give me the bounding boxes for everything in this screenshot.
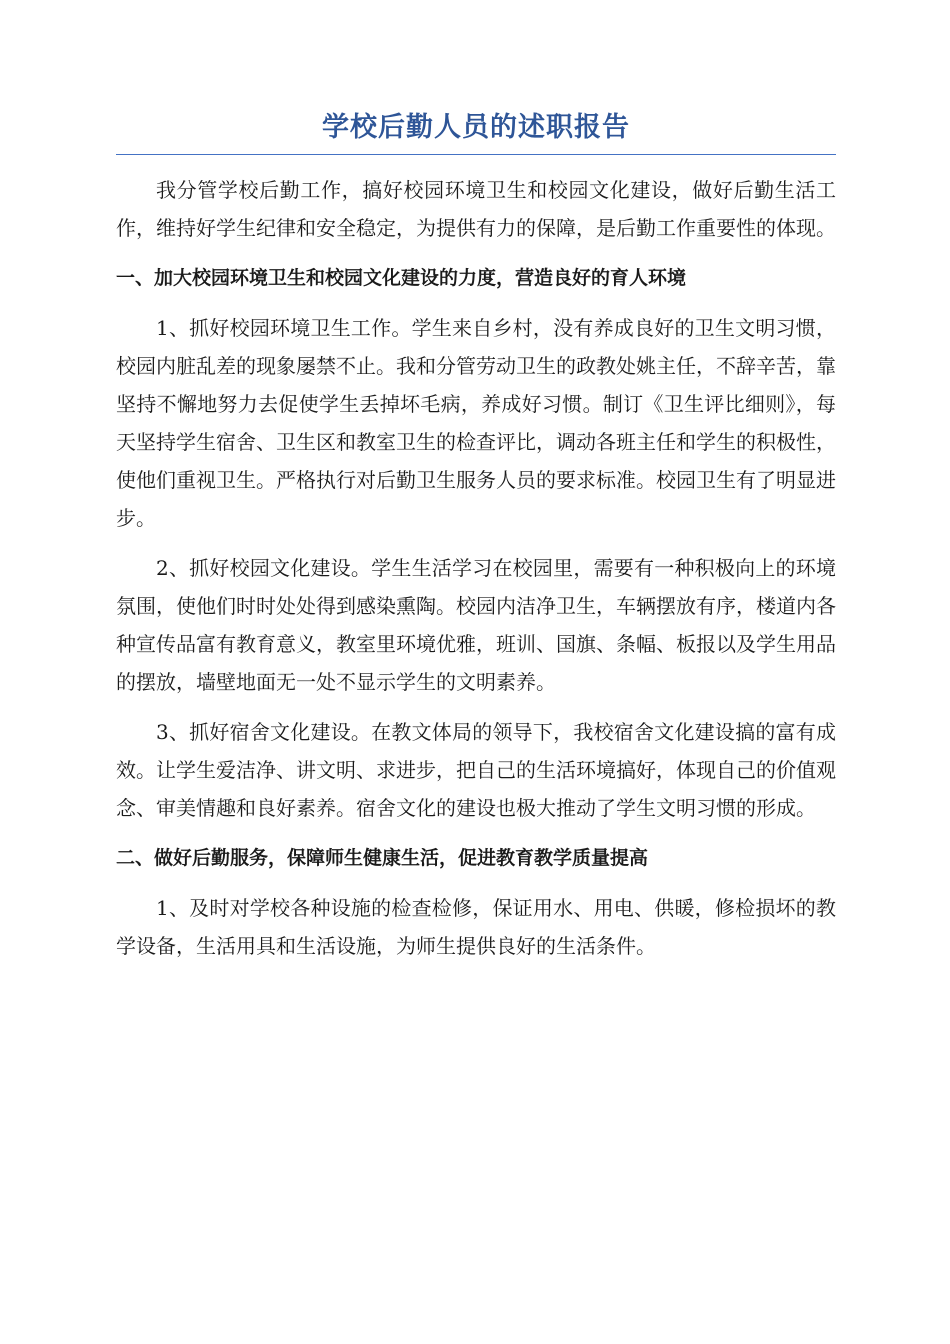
section-heading: 二、做好后勤服务，保障师生健康生活，促进教育教学质量提高 — [116, 847, 649, 869]
section-2 — [116, 839, 836, 965]
section-heading: 一、加大校园环境卫生和校园文化建设的力度，营造良好的育人环境 — [116, 267, 687, 289]
intro-paragraph: 我分管学校后勤工作，搞好校园环境卫生和校园文化建设，做好后勤生活工作，维持好学生纪律和安全稳定，为提供有力的保障，是后勤工作重要性的体现。 — [116, 178, 836, 240]
section-1 — [116, 259, 836, 827]
section-paragraph: 2、抓好校园文化建设。学生生活学习在校园里，需要有一种积极向上的环境氛围，使他们时时处处得到感染熏陶。校园内洁净卫生，车辆摆放有序，楼道内各种宣传品富有教育意义，教室里环境优雅，班训、国旗、条幅、板报以及学生用品的摆放，墙壁地面无一处不显示学生的文明素养。 — [116, 556, 836, 694]
document-title: 学校后勤人员的述职报告 — [322, 112, 630, 143]
section-paragraph: 1、及时对学校各种设施的检查检修，保证用水、用电、供暖，修检损坏的教学设备，生活用具和生活设施，为师生提供良好的生活条件。 — [116, 896, 836, 958]
document-page — [116, 108, 836, 977]
title-underline — [116, 154, 836, 155]
section-paragraph: 1、抓好校园环境卫生工作。学生来自乡村，没有养成良好的卫生文明习惯，校园内脏乱差的现象屡禁不止。我和分管劳动卫生的政教处姚主任，不辞辛苦，靠坚持不懈地努力去促使学生丢掉坏毛病，养成好习惯。制订《卫生评比细则》，每天坚持学生宿舍、卫生区和教室卫生的检查评比，调动各班主任和学生的积极性，使他们重视卫生。严格执行对后勤卫生服务人员的要求标准。校园卫生有了明显进步。 — [116, 316, 836, 530]
section-paragraph: 3、抓好宿舍文化建设。在教文体局的领导下，我校宿舍文化建设搞的富有成效。让学生爱洁净、讲文明、求进步，把自己的生活环境搞好，体现自己的价值观念、审美情趣和良好素养。宿舍文化的建设也极大推动了学生文明习惯的形成。 — [116, 720, 836, 820]
